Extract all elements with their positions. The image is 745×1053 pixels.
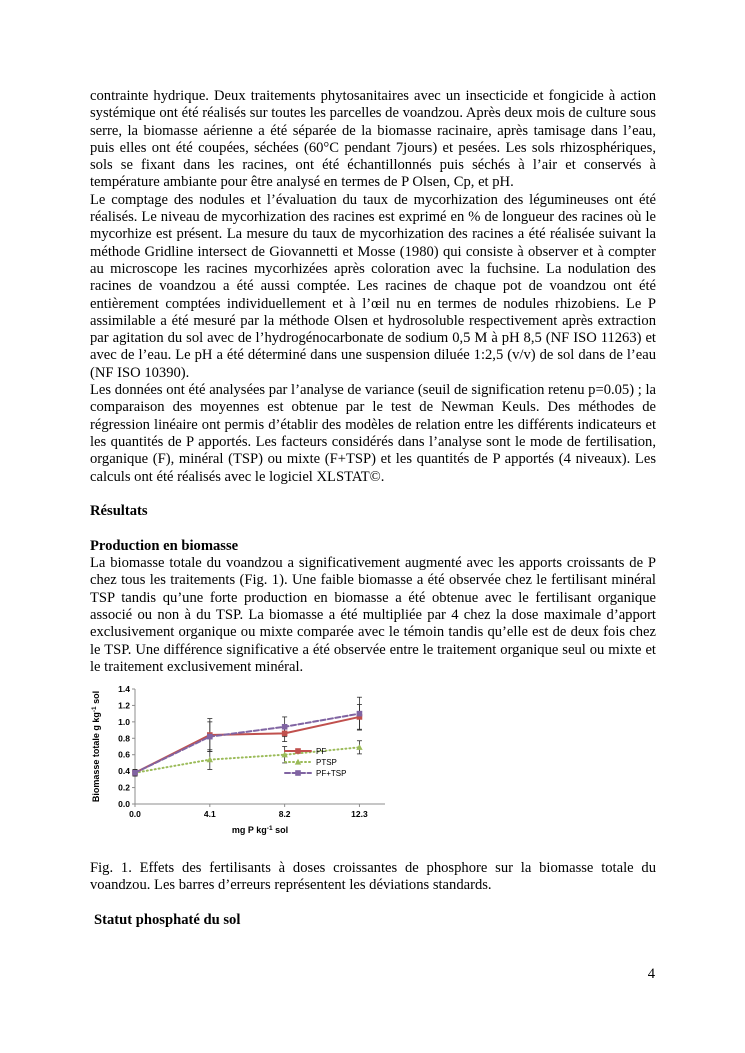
svg-text:1.0: 1.0: [118, 716, 130, 727]
figure-1-caption: Fig. 1. Effets des fertilisants à doses croissantes de phosphore sur la biomasse totale du voandzou. Les barres d’erreurs représentent les déviations standards.: [90, 860, 656, 894]
svg-text:0.0: 0.0: [129, 809, 141, 820]
svg-text:0.6: 0.6: [118, 749, 130, 760]
svg-text:mg P kg-1 sol: mg P $kg^{-1}$ sol: [231, 825, 289, 836]
blank-line: [90, 895, 656, 912]
svg-text:PF: PF: [316, 747, 327, 757]
svg-text:8.2: 8.2: [278, 809, 291, 820]
svg-text:0.2: 0.2: [118, 782, 130, 793]
figure-1: [90, 683, 656, 851]
svg-text:1.2: 1.2: [118, 700, 130, 711]
blank-line: [90, 486, 656, 503]
blank-line: [90, 520, 656, 537]
svg-text:0.8: 0.8: [118, 733, 130, 744]
heading-production-en-biomasse: Production en biomasse: [90, 537, 239, 554]
fig1-biomass-line-chart: [90, 683, 395, 851]
page-number: 4: [647, 966, 655, 982]
paragraph-methods-mesures: Le comptage des nodules et l’évaluation du taux de mycorhization des légumineuses ont été réalisés. Le niveau de mycorhization des racines est exprimé en % de longueur des racines où le mycorhize est présent. La mesure du taux de mycorhization des racines a été réalisée suivant la méthode Gridline intersect de Giovannetti et Mosse (1980) qui consiste à observer et à compter au microscope les racines mycorhizées après coloration avec la fuchsine. La nodulation des racines de voandzou a été aussi comptée. Les racines de chaque pot de voandzou ont été entièrement comptées individuellement et à l’œil nu en termes de nodules rhizobiens. Le P assimilable a été mesuré par la méthode Olsen et hydrosoluble respectivement après extraction par agitation du sol avec de l’hydrogénocarbonate de sodium 0,5 M à pH 8,5 (NF ISO 11263) et avec de l’eau. Le pH a été déterminé dans une suspension diluée 1:2,5 (v/v) de sol dans de l’eau (NF ISO 10390).: [90, 191, 656, 381]
page-content: [90, 88, 656, 929]
svg-text:0.0: 0.0: [118, 799, 130, 810]
paragraph-methods-culture: contrainte hydrique. Deux traitements phytosanitaires avec un insecticide et fongicide à action systémique ont été réalisés sur toutes les parcelles de voandzou. Après deux mois de culture sous serre, la biomasse aérienne a été séparée de la biomasse racinaire, après tamisage dans l’eau, puis elles ont été coupées, séchées (60°C pendant 7jours) et pesées. Les sols rhizosphériques, sols se fixant dans les racines, ont été échantillonnés puis séchés à l’air et conservés à température ambiante pour être analysé en termes de P Olsen, Cp, et pH.: [90, 88, 656, 191]
svg-text:0.4: 0.4: [118, 766, 130, 777]
svg-text:PTSP: PTSP: [316, 758, 337, 768]
svg-text:1.4: 1.4: [118, 684, 130, 695]
paragraph-methods-statistiques: Les données ont été analysées par l’analyse de variance (seuil de signification retenu p=0.05) ; la comparaison des moyennes est obtenue par le test de Newman Keuls. Des méthodes de régression linéaire ont permis d’établir des modèles de relation entre les différents indicateurs et les quantités de P apportés. Les facteurs considérés dans l’analyse sont le mode de fertilisation, organique (F), minéral (TSP) ou mixte (F+TSP) et les quantités de P apportés (4 niveaux). Les calculs ont été réalisés avec le logiciel XLSTAT©.: [90, 382, 656, 485]
svg-text:4.1: 4.1: [203, 809, 216, 820]
paragraph-resultats-biomasse: La biomasse totale du voandzou a significativement augmenté avec les apports croissants de P chez tous les traitements (Fig. 1). Une faible biomasse a été observée chez le fertilisant minéral TSP tandis qu’une forte production en biomasse a été obtenue avec le fertilisant organique associé ou non à du TSP. La biomasse a été multipliée par 4 chez la dose maximale d’apport exclusivement organique ou mixte comparée avec le témoin tandis qu’elle est de deux fois chez le TSP. Une différence significative a été observée entre le traitement organique seul ou mixte et le traitement exclusivement minéral.: [90, 555, 656, 675]
svg-text:Biomasse totale g kg-1 sol: Biomasse totale g $kg^{-1}$ sol: [91, 690, 101, 803]
svg-text:PF+TSP: PF+TSP: [316, 769, 347, 779]
heading-statut-phosphate: Statut phosphaté du sol: [94, 911, 241, 928]
heading-resultats: Résultats: [90, 503, 148, 520]
svg-text:12.3: 12.3: [351, 809, 368, 820]
